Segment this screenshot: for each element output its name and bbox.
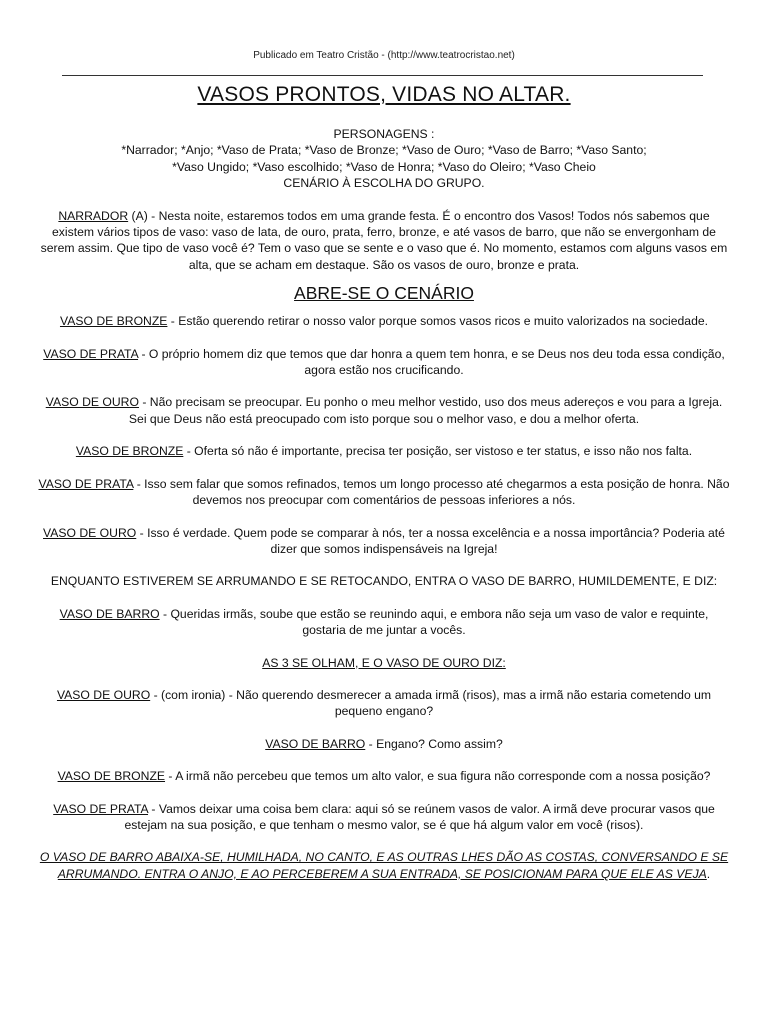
- dialogue-line: [38, 394, 730, 427]
- stage-direction-period: .: [706, 866, 711, 881]
- speaker-label: VASO DE PRATA: [53, 801, 149, 816]
- dialogue-line: [38, 736, 730, 752]
- dialogue-line: [38, 606, 730, 639]
- dialogue-line: [38, 768, 730, 784]
- stage-direction: ENQUANTO ESTIVEREM SE ARRUMANDO E SE RETOCANDO, ENTRA O VASO DE BARRO, HUMILDEMENTE, E DIZ:: [50, 574, 718, 589]
- dialogue-text: - Isso é verdade. Quem pode se comparar à nós, ter a nossa excelência e a nossa importância? Poderia até dizer que somos indispensáveis na Igreja!: [136, 525, 725, 556]
- section-heading: ABRE-SE O CENÁRIO: [294, 283, 474, 304]
- dialogue-text: - Engano? Como assim?: [365, 736, 503, 751]
- header-rule: [62, 75, 703, 76]
- dialogue-text: - (com ironia) - Não querendo desmerecer a amada irmã (risos), mas a irmã não estaria cometendo um pequeno engano?: [150, 687, 712, 719]
- dialogue-text: - Não precisam se preocupar. Eu ponho o meu melhor vestido, uso dos meus adereços e vou para a Igreja. Sei que Deus não está preocupado com isto porque sou o melhor vaso, e dou a melhor oferta.: [128, 395, 723, 426]
- speaker-label: VASO DE BARRO: [59, 606, 160, 621]
- play-body: [38, 126, 730, 882]
- speaker-label: VASO DE PRATA: [38, 476, 134, 491]
- dialogue-line: [38, 687, 730, 720]
- speaker-label: VASO DE OURO: [45, 395, 139, 410]
- speaker-label: VASO DE BRONZE: [59, 314, 168, 329]
- cenario-note: CENÁRIO À ESCOLHA DO GRUPO.: [283, 176, 485, 191]
- dialogue-line: [38, 525, 730, 558]
- dialogue-line: [38, 346, 730, 379]
- dialogue-line: [38, 476, 730, 509]
- stage-direction-final: [38, 849, 730, 882]
- dialogue-text: - Isso sem falar que somos refinados, temos um longo processo até chegarmos a esta posição de honra. Não devemos nos preocupar com comentários de pessoas inferiores a nós.: [133, 476, 730, 508]
- speaker-label: VASO DE OURO: [56, 687, 151, 702]
- personagens-heading: PERSONAGENS :: [333, 127, 435, 141]
- stage-direction-text: O VASO DE BARRO ABAIXA-SE, HUMILHADA, NO CANTO, E AS OUTRAS LHES DÃO AS COSTAS, CONVERSANDO E SE ARRUMANDO. ENTRA O ANJO, E AO PERCEBEREM A SUA ENTRADA, SE POSICIONAM PARA QUE ELE AS VEJA: [39, 850, 729, 881]
- dialogue-line: [38, 313, 730, 329]
- dialogue-text: - Estão querendo retirar o nosso valor porque somos vasos ricos e muito valorizados na sociedade.: [167, 314, 709, 329]
- speaker-label: VASO DE OURO: [43, 525, 137, 540]
- speaker-label: NARRADOR: [58, 208, 129, 223]
- dialogue-text: (A) - Nesta noite, estaremos todos em uma grande festa. É o encontro dos Vasos! Todos nós sabemos que existem vários tipos de vaso: vaso de lata, de ouro, prata, ferro, bronze, e até vasos de barro, que não se envergonham de serem assim. Que tipo de vaso você é? Tem o vaso que se sente e o vaso que é. No momento, estamos com alguns vasos em alta, que se acham em destaque. São os vasos de ouro, bronze e prata.: [40, 208, 728, 272]
- speaker-label: VASO DE BARRO: [265, 736, 366, 751]
- page-header: Publicado em Teatro Cristão - (http://www.teatrocristao.net): [253, 50, 515, 61]
- speaker-label: VASO DE BRONZE: [75, 444, 184, 459]
- personagens-line-2: *Vaso Ungido; *Vaso escolhido; *Vaso de Honra; *Vaso do Oleiro; *Vaso Cheio: [172, 159, 596, 174]
- dialogue-text: - O próprio homem diz que temos que dar honra a quem tem honra, e se Deus nos deu toda essa condição, agora estão nos crucificando.: [138, 346, 725, 378]
- narrador-paragraph: [38, 208, 730, 274]
- stage-direction: AS 3 SE OLHAM, E O VASO DE OURO DIZ:: [262, 655, 506, 670]
- personagens-line-1: *Narrador; *Anjo; *Vaso de Prata; *Vaso de Bronze; *Vaso de Ouro; *Vaso de Barro; *Vaso Santo;: [121, 143, 647, 158]
- speaker-label: VASO DE BRONZE: [57, 769, 166, 784]
- dialogue-text: - Oferta só não é importante, precisa ter posição, ser vistoso e ter status, e isso não nos falta.: [183, 444, 693, 459]
- dialogue-text: - Queridas irmãs, soube que estão se reunindo aqui, e embora não seja um vaso de valor e requinte, gostaria de me juntar a vocês.: [159, 606, 709, 638]
- dialogue-line: [38, 443, 730, 459]
- play-title: VASOS PRONTOS, VIDAS NO ALTAR.: [197, 83, 571, 106]
- dialogue-text: - Vamos deixar uma coisa bem clara: aqui só se reúnem vasos de valor. A irmã deve procurar vasos que estejam na sua posição, e que tenham o mesmo valor, se é que há algum valor em você (risos).: [124, 801, 715, 832]
- dialogue-text: - A irmã não percebeu que temos um alto valor, e sua figura não corresponde com a nossa posição?: [165, 769, 711, 784]
- speaker-label: VASO DE PRATA: [43, 346, 139, 361]
- dialogue-line: [38, 801, 730, 834]
